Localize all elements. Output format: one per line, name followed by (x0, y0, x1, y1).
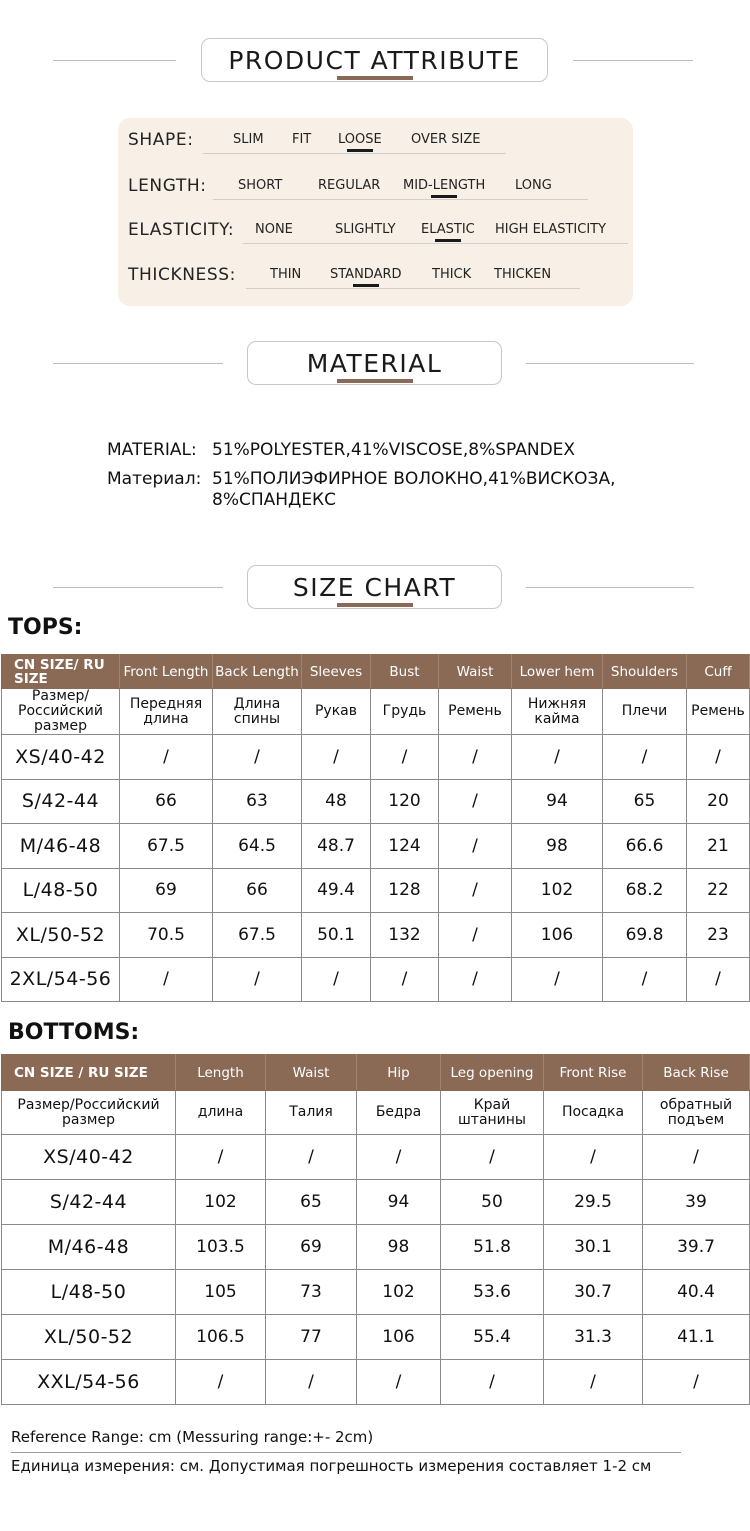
table-cell: 128 (371, 868, 439, 913)
material-ru-value: 51%ПОЛИЭФИРНОЕ ВОЛОКНО,41%ВИСКОЗА, 8%СПАНДЕКС (212, 469, 616, 510)
attribute-option (403, 178, 485, 193)
table-cell: / (439, 779, 512, 824)
measurement-note-ru: Единица измерения: см. Допустимая погрешность измерения составляет 1-2 см (11, 1457, 652, 1475)
table-cell: / (176, 1360, 266, 1405)
attribute-panel (118, 118, 633, 306)
table-cell: / (302, 957, 371, 1002)
product-attribute-header (0, 38, 750, 86)
attribute-option-label: NONE (255, 222, 293, 237)
attribute-option (292, 132, 311, 147)
table-cell: Грудь (371, 689, 439, 735)
table-row (2, 1135, 750, 1180)
table-cell: 29.5 (544, 1180, 643, 1225)
table-cell: 50.1 (302, 913, 371, 958)
attribute-option-label: REGULAR (318, 178, 381, 193)
size-label-cell: S/42-44 (2, 1180, 176, 1225)
size-label-cell: XL/50-52 (2, 1315, 176, 1360)
table-cell: 124 (371, 824, 439, 869)
table-cell: 98 (357, 1225, 441, 1270)
table-cell: 41.1 (643, 1315, 750, 1360)
size-label-cell: M/46-48 (2, 824, 120, 869)
table-row (2, 1360, 750, 1405)
size-label-cell: L/48-50 (2, 868, 120, 913)
table-row (2, 735, 750, 780)
table-cell: / (371, 957, 439, 1002)
table-cell: Waist (439, 655, 512, 689)
table-cell: 69.8 (603, 913, 687, 958)
table-cell: Посадка (544, 1091, 643, 1135)
table-cell: Бедра (357, 1091, 441, 1135)
attribute-option (515, 178, 552, 193)
table-row (2, 957, 750, 1002)
selected-marker (435, 239, 461, 242)
table-cell: / (603, 735, 687, 780)
table-cell: / (544, 1360, 643, 1405)
section-title: SIZE CHART (292, 572, 457, 602)
attribute-option (338, 132, 382, 147)
header-row-en (2, 655, 750, 689)
table-cell: Front Length (120, 655, 213, 689)
table-cell: 48.7 (302, 824, 371, 869)
table-cell: 66.6 (603, 824, 687, 869)
size-label-cell: L/48-50 (2, 1270, 176, 1315)
footer-divider (11, 1452, 681, 1453)
table-cell: / (687, 957, 750, 1002)
attribute-row (128, 220, 628, 250)
attribute-option (238, 178, 282, 193)
attribute-option (411, 132, 480, 147)
title-underline (337, 379, 413, 383)
table-cell: 49.4 (302, 868, 371, 913)
attribute-option (318, 178, 380, 193)
attribute-option (421, 222, 475, 237)
table-cell: / (266, 1360, 357, 1405)
table-cell: Front Rise (544, 1055, 643, 1091)
size-label-cell: CN SIZE/ RU SIZE (2, 655, 120, 689)
table-cell: Нижняя кайма (512, 689, 603, 735)
attribute-option-label: THICK (432, 267, 472, 282)
title-underline (337, 603, 413, 607)
table-cell: 94 (512, 779, 603, 824)
size-chart-header (0, 565, 750, 613)
table-cell: 67.5 (120, 824, 213, 869)
table-row (2, 1180, 750, 1225)
material-header (0, 341, 750, 389)
attribute-option (255, 222, 293, 237)
table-cell: / (357, 1360, 441, 1405)
table-row (2, 824, 750, 869)
attribute-option-label: LONG (515, 178, 552, 193)
attribute-option-label: MID-LENGTH (403, 178, 486, 193)
table-cell: / (512, 957, 603, 1002)
table-row (2, 868, 750, 913)
attribute-label: THICKNESS: (128, 265, 236, 285)
table-cell: 55.4 (441, 1315, 544, 1360)
attribute-row (128, 130, 628, 160)
attribute-option (270, 267, 301, 282)
table-cell: 102 (357, 1270, 441, 1315)
table-cell: 66 (120, 779, 213, 824)
section-title: PRODUCT ATTRIBUTE (228, 45, 521, 75)
table-cell: 66 (213, 868, 302, 913)
table-cell: / (176, 1135, 266, 1180)
section-title: MATERIAL (306, 348, 443, 378)
table-row (2, 1315, 750, 1360)
attribute-baseline (246, 288, 580, 289)
attribute-baseline (213, 199, 588, 200)
table-cell: 103.5 (176, 1225, 266, 1270)
divider-right (526, 587, 694, 588)
material-en-value: 51%POLYESTER,41%VISCOSE,8%SPANDEX (212, 440, 576, 460)
table-cell: Передняя длина (120, 689, 213, 735)
attribute-option (233, 132, 264, 147)
table-cell: 53.6 (441, 1270, 544, 1315)
table-row (2, 1225, 750, 1270)
attribute-option (335, 222, 396, 237)
title-underline (337, 76, 413, 80)
table-row (2, 913, 750, 958)
divider-left (53, 363, 223, 364)
attribute-option-label: THIN (270, 267, 302, 282)
material-ru-label: Материал: (107, 469, 202, 489)
table-cell: 73 (266, 1270, 357, 1315)
table-cell: 68.2 (603, 868, 687, 913)
table-cell: 94 (357, 1180, 441, 1225)
table-cell: / (371, 735, 439, 780)
table-cell: 98 (512, 824, 603, 869)
bottoms-title: BOTTOMS: (8, 1020, 140, 1045)
table-cell: Waist (266, 1055, 357, 1091)
size-label-cell: XXL/54-56 (2, 1360, 176, 1405)
table-cell: Length (176, 1055, 266, 1091)
table-cell: 22 (687, 868, 750, 913)
table-cell: / (643, 1135, 750, 1180)
table-cell: 40.4 (643, 1270, 750, 1315)
table-cell: Shoulders (603, 655, 687, 689)
selected-marker (347, 149, 373, 152)
table-cell: Талия (266, 1091, 357, 1135)
table-cell: 70.5 (120, 913, 213, 958)
reference-range-note: Reference Range: cm (Messuring range:+- 2cm) (11, 1428, 374, 1446)
attribute-option-label: FIT (292, 132, 312, 147)
table-cell: / (120, 957, 213, 1002)
table-cell: / (357, 1135, 441, 1180)
size-label-cell: S/42-44 (2, 779, 120, 824)
table-cell: 69 (120, 868, 213, 913)
table-cell: 51.8 (441, 1225, 544, 1270)
table-cell: 69 (266, 1225, 357, 1270)
table-cell: / (439, 868, 512, 913)
selected-marker (353, 284, 379, 287)
table-cell: 48 (302, 779, 371, 824)
attribute-option-label: LOOSE (338, 132, 382, 147)
table-cell: / (441, 1360, 544, 1405)
attribute-option (330, 267, 402, 282)
table-cell: / (302, 735, 371, 780)
table-cell: 102 (176, 1180, 266, 1225)
material-en-row (107, 440, 667, 464)
tops-size-table (1, 654, 750, 1002)
table-cell: Край штанины (441, 1091, 544, 1135)
table-cell: 120 (371, 779, 439, 824)
header-row-ru (2, 1091, 750, 1135)
selected-marker (431, 195, 457, 198)
attribute-option-label: THICKEN (494, 267, 552, 282)
attribute-row (128, 265, 628, 295)
attribute-option (495, 222, 606, 237)
table-cell: 21 (687, 824, 750, 869)
size-label-cell: XL/50-52 (2, 913, 120, 958)
table-cell: Bust (371, 655, 439, 689)
table-cell: / (441, 1135, 544, 1180)
table-cell: Плечи (603, 689, 687, 735)
table-cell: / (512, 735, 603, 780)
table-cell: 39 (643, 1180, 750, 1225)
material-en-label: MATERIAL: (107, 440, 197, 460)
table-cell: 63 (213, 779, 302, 824)
size-label-cell: XS/40-42 (2, 1135, 176, 1180)
table-cell: Cuff (687, 655, 750, 689)
table-cell: / (439, 735, 512, 780)
table-cell: Ремень (687, 689, 750, 735)
divider-right (526, 363, 694, 364)
table-cell: 106 (357, 1315, 441, 1360)
attribute-label: ELASTICITY: (128, 220, 235, 240)
table-cell: Рукав (302, 689, 371, 735)
table-cell: 106.5 (176, 1315, 266, 1360)
attribute-option-label: SLIM (233, 132, 264, 147)
attribute-option (432, 267, 471, 282)
size-label-cell: XS/40-42 (2, 735, 120, 780)
table-cell: Sleeves (302, 655, 371, 689)
table-cell: Длина спины (213, 689, 302, 735)
attribute-row (128, 176, 628, 206)
size-label-cell: M/46-48 (2, 1225, 176, 1270)
table-cell: 30.1 (544, 1225, 643, 1270)
bottoms-size-table (1, 1054, 750, 1405)
attribute-label: LENGTH: (128, 176, 207, 196)
table-row (2, 1270, 750, 1315)
table-cell: 65 (266, 1180, 357, 1225)
table-cell: / (439, 913, 512, 958)
table-row (2, 779, 750, 824)
material-ru-row (107, 469, 667, 515)
table-cell: / (439, 957, 512, 1002)
table-cell: / (213, 735, 302, 780)
table-cell: 39.7 (643, 1225, 750, 1270)
divider-left (53, 587, 223, 588)
table-cell: Hip (357, 1055, 441, 1091)
table-cell: 23 (687, 913, 750, 958)
table-cell: 77 (266, 1315, 357, 1360)
table-cell: 31.3 (544, 1315, 643, 1360)
attribute-option-label: SHORT (238, 178, 283, 193)
table-cell: 20 (687, 779, 750, 824)
table-cell: Leg opening (441, 1055, 544, 1091)
table-cell: 106 (512, 913, 603, 958)
table-cell: / (439, 824, 512, 869)
tops-title: TOPS: (8, 615, 83, 640)
table-cell: 132 (371, 913, 439, 958)
attribute-option-label: STANDARD (330, 267, 402, 282)
table-cell: Back Length (213, 655, 302, 689)
attribute-option-label: ELASTIC (421, 222, 475, 237)
table-cell: обратный подъем (643, 1091, 750, 1135)
attribute-baseline (203, 153, 506, 154)
divider-right (573, 60, 693, 61)
attribute-baseline (243, 243, 628, 244)
size-label-cell: Размер/ Российский размер (2, 689, 120, 735)
table-cell: / (266, 1135, 357, 1180)
table-cell: 64.5 (213, 824, 302, 869)
attribute-option-label: SLIGHTLY (335, 222, 396, 237)
size-label-cell: Размер/Российский размер (2, 1091, 176, 1135)
table-cell: 102 (512, 868, 603, 913)
attribute-option-label: OVER SIZE (411, 132, 481, 147)
header-row-en (2, 1055, 750, 1091)
table-cell: / (687, 735, 750, 780)
attribute-label: SHAPE: (128, 130, 194, 150)
attribute-option (494, 267, 551, 282)
table-cell: Ремень (439, 689, 512, 735)
table-cell: 67.5 (213, 913, 302, 958)
attribute-option-label: HIGH ELASTICITY (495, 222, 607, 237)
table-cell: / (213, 957, 302, 1002)
table-cell: Lower hem (512, 655, 603, 689)
table-cell: длина (176, 1091, 266, 1135)
table-cell: 65 (603, 779, 687, 824)
table-cell: / (120, 735, 213, 780)
table-cell: Back Rise (643, 1055, 750, 1091)
table-cell: / (544, 1135, 643, 1180)
size-label-cell: CN SIZE / RU SIZE (2, 1055, 176, 1091)
header-row-ru (2, 689, 750, 735)
divider-left (53, 60, 176, 61)
table-cell: 105 (176, 1270, 266, 1315)
table-cell: 50 (441, 1180, 544, 1225)
table-cell: / (603, 957, 687, 1002)
size-label-cell: 2XL/54-56 (2, 957, 120, 1002)
table-cell: 30.7 (544, 1270, 643, 1315)
table-cell: / (643, 1360, 750, 1405)
